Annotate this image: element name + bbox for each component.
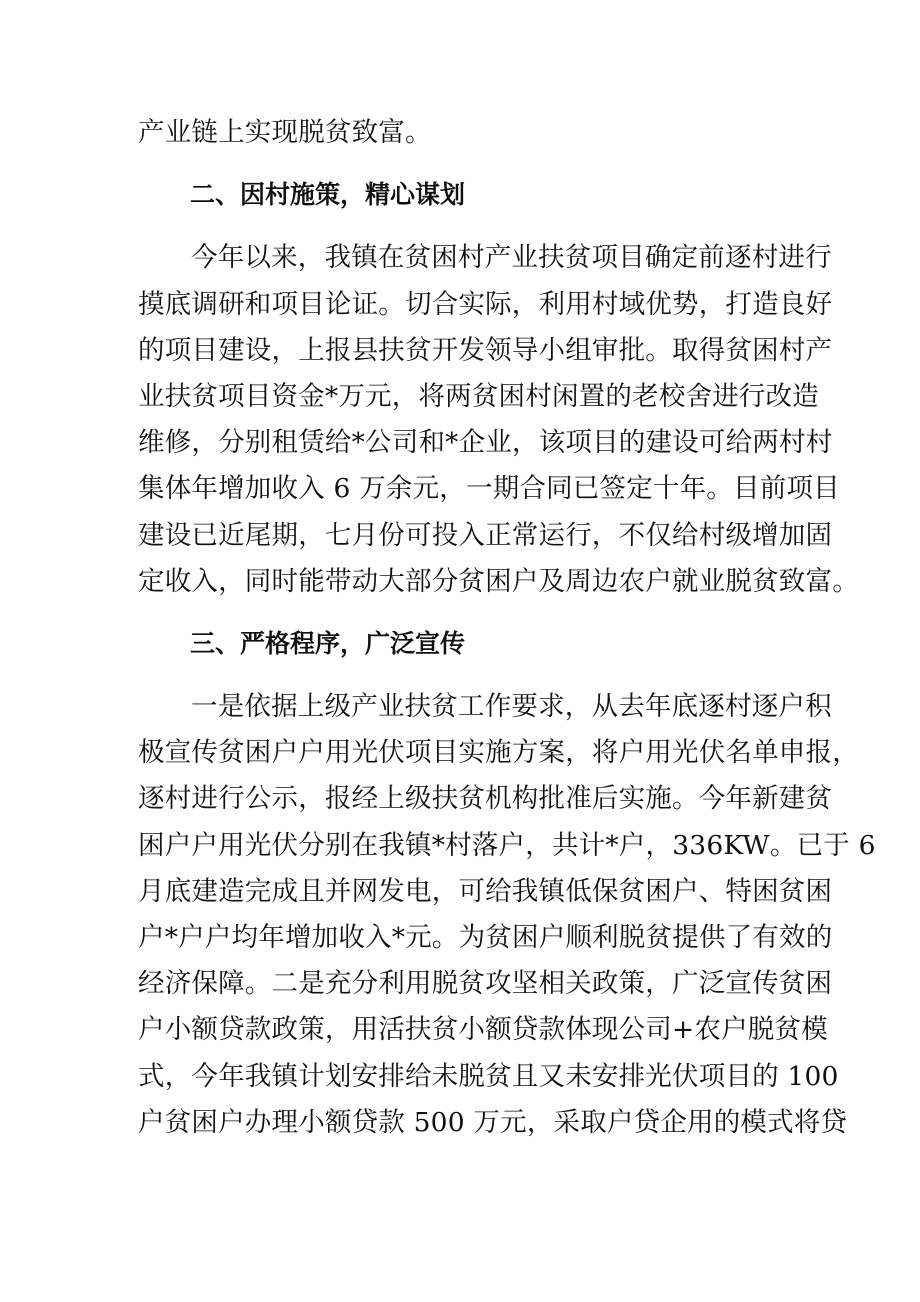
paragraph-line: 式，今年我镇计划安排给未脱贫且又未安排光伏项目的 100 bbox=[138, 1060, 839, 1092]
paragraph-line: 定收入，同时能带动大部分贫困户及周边农户就业脱贫致富。 bbox=[138, 565, 859, 597]
paragraph-line: 产业链上实现脱贫致富。 bbox=[138, 117, 432, 148]
paragraph-line: 月底建造完成且并网发电，可给我镇低保贫困户、特困贫困 bbox=[138, 875, 833, 907]
paragraph-line: 户*户户均年增加收入*元。为贫困户顺利脱贫提供了有效的 bbox=[138, 922, 833, 953]
paragraph-line: 极宣传贫困户户用光伏项目实施方案，将户用光伏名单申报， bbox=[138, 737, 859, 769]
paragraph-line: 业扶贫项目资金*万元，将两贫困村闲置的老校舍进行改造 bbox=[138, 380, 819, 412]
paragraph-line: 集体年增加收入 6 万余元，一期合同已签定十年。目前项目 bbox=[138, 473, 840, 505]
paragraph-line: 维修，分别租赁给*公司和*企业，该项目的建设可给两村村 bbox=[138, 427, 833, 459]
paragraph-line: 经济保障。二是充分利用脱贫攻坚相关政策，广泛宣传贫困 bbox=[138, 968, 833, 1000]
section-heading-2: 二、因村施策，精心谋划 bbox=[190, 180, 466, 210]
paragraph-line: 建设已近尾期，七月份可投入正常运行，不仅给村级增加固 bbox=[138, 519, 833, 551]
paragraph-line: 今年以来，我镇在贫困村产业扶贫项目确定前逐村进行 bbox=[191, 242, 832, 274]
section-2-paragraph bbox=[138, 235, 859, 605]
paragraph-line: 一是依据上级产业扶贫工作要求，从去年底逐村逐户积 bbox=[191, 691, 832, 723]
paragraph-line: 的项目建设，上报县扶贫开发领导小组审批。取得贫困村产 bbox=[138, 334, 833, 366]
section-3-paragraph bbox=[138, 684, 876, 1146]
section-heading-3: 三、严格程序，广泛宣传 bbox=[190, 628, 466, 658]
paragraph-line: 户贫困户办理小额贷款 500 万元，采取户贷企用的模式将贷 bbox=[138, 1106, 848, 1138]
paragraph-line: 逐村进行公示，报经上级扶贫机构批准后实施。今年新建贫 bbox=[138, 783, 833, 815]
paragraph-line: 户小额贷款政策，用活扶贫小额贷款体现公司+农户脱贫模 bbox=[138, 1014, 828, 1046]
paragraph-line: 摸底调研和项目论证。切合实际，利用村域优势，打造良好 bbox=[138, 288, 833, 320]
paragraph-line: 困户户用光伏分别在我镇*村落户，共计*户，336KW。已于 6 bbox=[138, 829, 876, 861]
document-page bbox=[138, 110, 876, 1146]
